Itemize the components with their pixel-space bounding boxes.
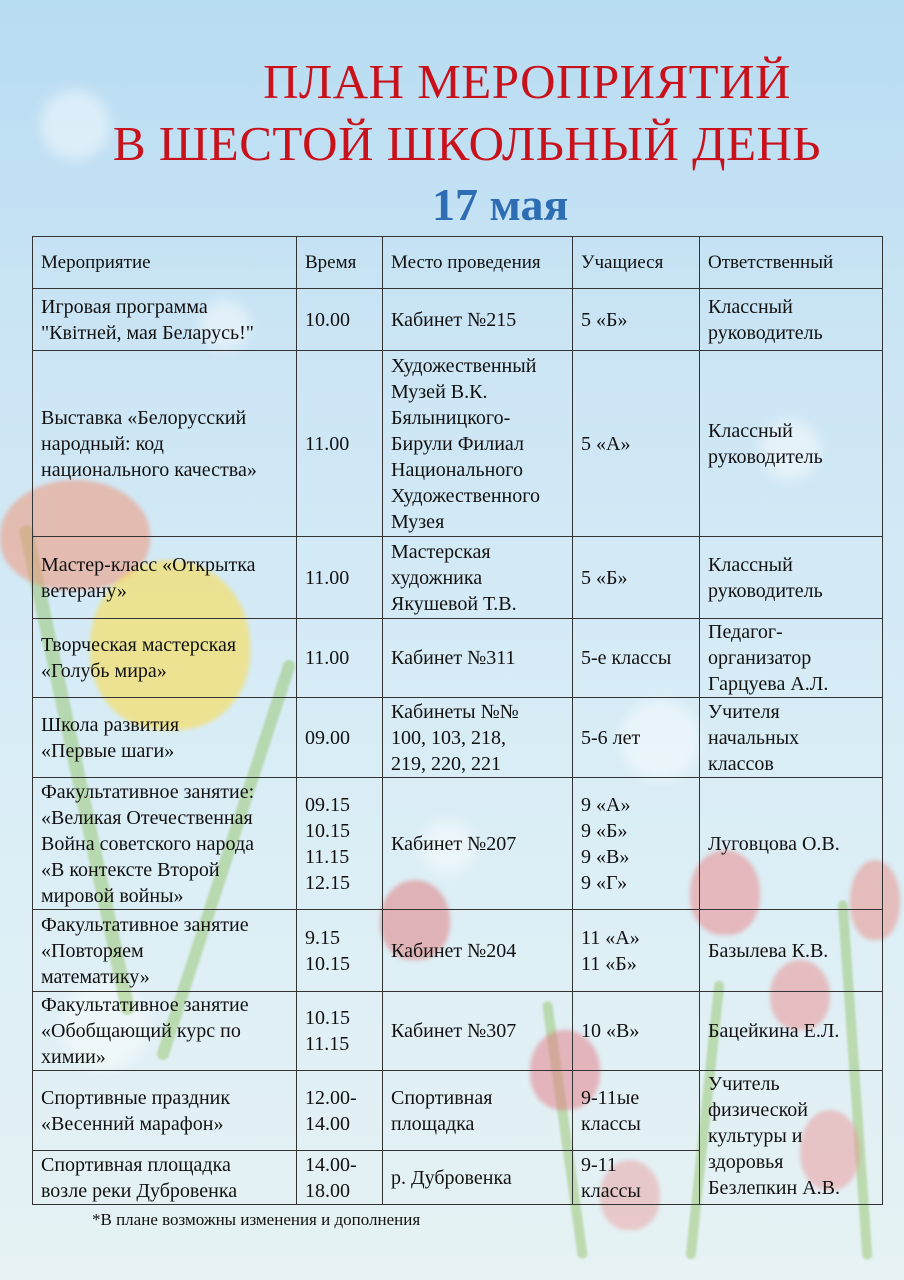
page-title-line1: ПЛАН МЕРОПРИЯТИЙ (263, 54, 791, 109)
table-row (33, 289, 883, 351)
table-row (33, 537, 883, 619)
cell-line: химии» (41, 1046, 106, 1068)
cell-students (573, 1071, 700, 1151)
cell-line: Базылева К.В. (708, 939, 829, 962)
cell-line: 14.00- (305, 1153, 357, 1176)
cell-line: Национального (391, 458, 523, 481)
cell-line: руководитель (708, 445, 823, 468)
cell-line: начальных (708, 726, 800, 749)
cell-line: 9 «Г» (581, 871, 628, 894)
cell-place (383, 910, 573, 992)
cell-place (383, 537, 573, 619)
cell-responsible (700, 619, 883, 698)
cell-responsible (700, 1071, 883, 1205)
column-header-event: Мероприятие (33, 237, 297, 289)
cell-line: 5 «Б» (581, 308, 628, 331)
cell-line: Учителя (708, 700, 780, 723)
cell-line: Классный (708, 553, 793, 576)
cell-time (297, 289, 383, 351)
cell-line: национального качества» (41, 458, 257, 481)
cell-students (573, 289, 700, 351)
cell-line: 10.15 (305, 952, 350, 975)
cell-event (33, 619, 297, 698)
cell-responsible (700, 992, 883, 1071)
cell-line: Классный (708, 419, 793, 442)
cell-time (297, 910, 383, 992)
column-header-time: Время (297, 237, 383, 289)
table-header-row (33, 237, 883, 289)
cell-line: Художественного (391, 484, 540, 507)
cell-line: художника (391, 566, 483, 589)
cell-line: площадка (391, 1112, 475, 1135)
cell-line: 09.15 (305, 793, 350, 816)
cell-time (297, 1071, 383, 1151)
cell-line: Безлепкин А.В. (708, 1177, 840, 1199)
cell-line: 10.00 (305, 308, 350, 331)
cell-line: Кабинет №215 (391, 308, 517, 331)
cell-line: Музей В.К. (391, 380, 488, 403)
cell-event (33, 351, 297, 537)
cell-line: «Голубь мира» (41, 660, 167, 682)
column-header-responsible: Ответственный (700, 237, 883, 289)
cell-line: 9 «В» (581, 845, 630, 868)
cell-line: 219, 220, 221 (391, 752, 501, 775)
cell-line: 11.15 (305, 1033, 350, 1055)
cell-line: Музея (391, 510, 445, 533)
cell-line: 5 «Б» (581, 566, 628, 589)
cell-line: «Обобщающий курс по (41, 1020, 241, 1042)
cell-line: 10.15 (305, 819, 350, 842)
cell-line: Художественный (391, 354, 537, 377)
cell-responsible (700, 351, 883, 537)
cell-line: народный: код (41, 432, 164, 455)
page-title-line2: В ШЕСТОЙ ШКОЛЬНЫЙ ДЕНЬ (112, 116, 822, 171)
cell-responsible (700, 778, 883, 910)
cell-place (383, 1151, 573, 1205)
cell-time (297, 1151, 383, 1205)
cell-line: Классный (708, 295, 793, 318)
cell-line: Кабинет №204 (391, 939, 517, 962)
cell-students (573, 778, 700, 910)
cell-event (33, 1151, 297, 1205)
cell-place (383, 992, 573, 1071)
cell-line: ветерану» (41, 579, 127, 602)
cell-line: мировой войны» (41, 884, 184, 907)
cell-line: Гарцуева А.Л. (708, 673, 829, 695)
table-row (33, 619, 883, 698)
cell-line: здоровья (708, 1151, 784, 1173)
cell-place (383, 778, 573, 910)
cell-line: возле реки Дубровенка (41, 1179, 238, 1202)
cell-line: 9 «А» (581, 793, 631, 816)
cell-students (573, 351, 700, 537)
cell-line: Спортивная (391, 1086, 493, 1109)
cell-students (573, 619, 700, 698)
cell-responsible (700, 289, 883, 351)
cell-line: 12.00- (305, 1086, 357, 1109)
cell-line: организатор (708, 647, 812, 669)
cell-line: 10 «В» (581, 1020, 640, 1042)
cell-line: Факультативное занятие (41, 913, 249, 936)
cell-students (573, 992, 700, 1071)
cell-line: 5-е классы (581, 647, 672, 669)
cell-line: «Первые шаги» (41, 739, 175, 762)
cell-line: Спортивная площадка (41, 1153, 231, 1176)
cell-time (297, 778, 383, 910)
table-row (33, 698, 883, 778)
cell-line: математику» (41, 965, 150, 988)
cell-line: 11.15 (305, 845, 350, 868)
cell-line: Луговцова О.В. (708, 832, 840, 855)
cell-line: Мастер-класс «Открытка (41, 553, 256, 576)
cell-line: 9-11 (581, 1153, 617, 1176)
cell-line: р. Дубровенка (391, 1166, 512, 1189)
cell-line: "Квітней, мая Беларусь!" (41, 321, 254, 344)
cell-line: Кабинет №207 (391, 832, 517, 855)
cell-time (297, 537, 383, 619)
table-row (33, 992, 883, 1071)
cell-line: 11.00 (305, 432, 350, 455)
table-row (33, 778, 883, 910)
cell-responsible (700, 537, 883, 619)
cell-responsible (700, 698, 883, 778)
events-table (32, 236, 883, 1205)
cell-line: физической (708, 1099, 808, 1121)
cell-responsible (700, 910, 883, 992)
cell-place (383, 289, 573, 351)
column-header-place: Место проведения (383, 237, 573, 289)
cell-event (33, 910, 297, 992)
cell-line: Школа развития (41, 713, 180, 736)
cell-line: руководитель (708, 321, 823, 344)
cell-place (383, 1071, 573, 1151)
cell-line: 11 «А» (581, 926, 640, 949)
cell-line: 100, 103, 218, (391, 726, 506, 749)
cell-line: 11 «Б» (581, 952, 637, 975)
cell-line: 18.00 (305, 1179, 350, 1202)
cell-line: классы (581, 1179, 641, 1202)
cell-line: классы (581, 1112, 641, 1135)
cell-line: «В контексте Второй (41, 858, 220, 881)
cell-students (573, 910, 700, 992)
cell-line: Якушевой Т.В. (391, 592, 517, 615)
cell-line: 5-6 лет (581, 726, 641, 749)
cell-line: Творческая мастерская (41, 634, 237, 656)
cell-line: Бялыницкого- (391, 406, 511, 429)
cell-time (297, 698, 383, 778)
cell-line: Война советского народа (41, 832, 255, 855)
cell-time (297, 992, 383, 1071)
cell-line: Факультативное занятие: (41, 780, 255, 803)
cell-event (33, 992, 297, 1071)
cell-students (573, 537, 700, 619)
cell-line: 11.00 (305, 566, 350, 589)
cell-students (573, 1151, 700, 1205)
cell-line: Педагог- (708, 621, 783, 643)
cell-line: классов (708, 752, 774, 775)
cell-line: «Великая Отечественная (41, 806, 253, 829)
cell-line: 10.15 (305, 1007, 350, 1029)
cell-line: Кабинет №311 (391, 647, 516, 669)
cell-line: 9 «Б» (581, 819, 628, 842)
cell-line: 11.00 (305, 647, 350, 669)
cell-event (33, 289, 297, 351)
cell-line: 5 «А» (581, 432, 631, 455)
cell-line: 12.15 (305, 871, 350, 894)
cell-line: Выставка «Белорусский (41, 406, 247, 429)
column-header-students: Учащиеся (573, 237, 700, 289)
cell-place (383, 351, 573, 537)
cell-line: 9-11ые (581, 1086, 640, 1109)
footnote: *В плане возможны изменения и дополнения (92, 1210, 421, 1229)
cell-line: «Весенний марафон» (41, 1112, 224, 1135)
cell-line: 14.00 (305, 1112, 350, 1135)
cell-line: Игровая программа (41, 295, 208, 318)
cell-event (33, 698, 297, 778)
event-date: 17 мая (432, 179, 569, 230)
table-row (33, 351, 883, 537)
cell-students (573, 698, 700, 778)
cell-line: Кабинет №307 (391, 1020, 517, 1042)
cell-line: культуры и (708, 1125, 803, 1147)
cell-time (297, 351, 383, 537)
cell-place (383, 698, 573, 778)
cell-line: «Повторяем (41, 939, 144, 962)
table-row (33, 910, 883, 992)
cell-line: 09.00 (305, 726, 350, 749)
cell-line: Учитель (708, 1073, 780, 1095)
cell-event (33, 537, 297, 619)
cell-line: Бирули Филиал (391, 432, 524, 455)
cell-line: Бацейкина Е.Л. (708, 1020, 840, 1042)
cell-line: Мастерская (391, 540, 491, 563)
cell-line: Спортивные праздник (41, 1086, 231, 1109)
table-row (33, 1071, 883, 1151)
cell-line: Кабинеты №№ (391, 700, 519, 723)
cell-event (33, 1071, 297, 1151)
cell-place (383, 619, 573, 698)
cell-line: Факультативное занятие (41, 994, 249, 1016)
cell-line: 9.15 (305, 926, 340, 949)
cell-event (33, 778, 297, 910)
cell-time (297, 619, 383, 698)
cell-line: руководитель (708, 579, 823, 602)
